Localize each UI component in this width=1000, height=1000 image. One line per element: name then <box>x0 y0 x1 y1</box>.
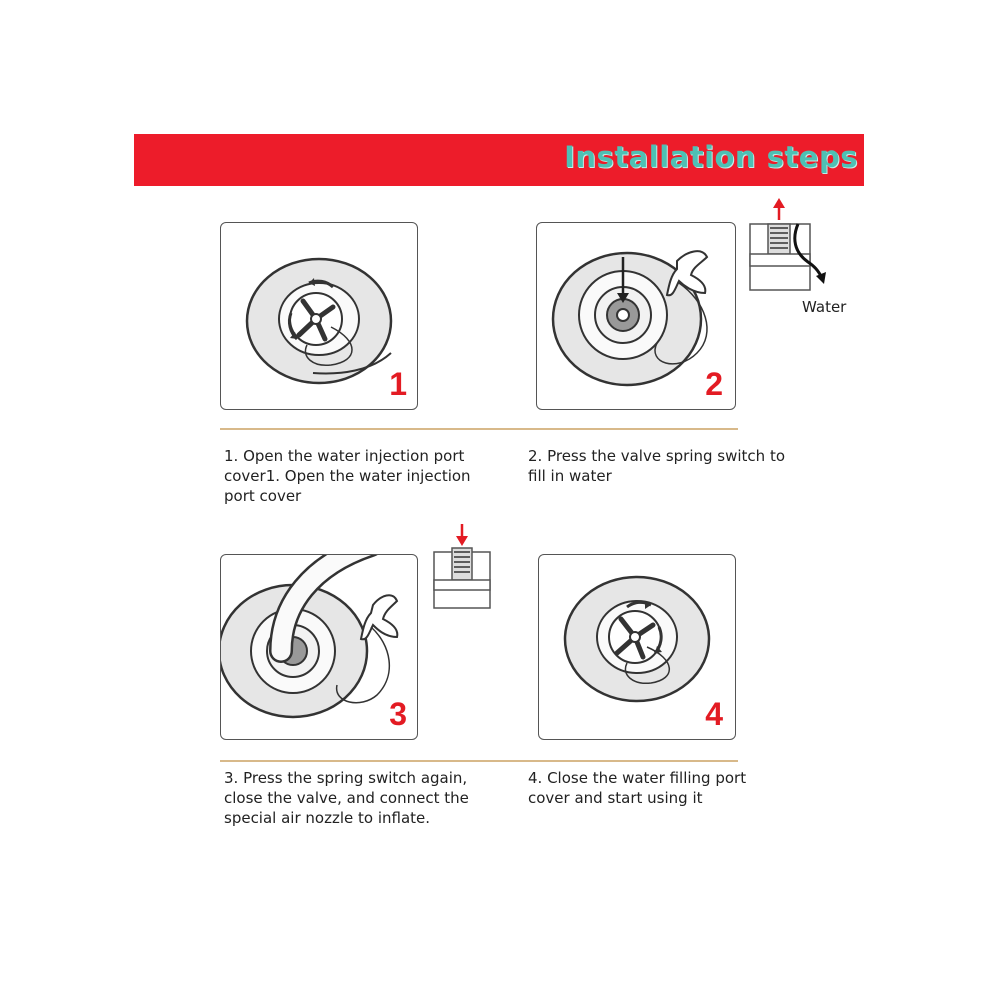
step-3-caption: 3. Press the spring switch again, close the valve, and connect the special air nozzle to inflate. <box>224 769 469 827</box>
step-4-panel <box>538 554 736 740</box>
separator-line <box>220 760 738 762</box>
water-label: Water <box>802 298 847 316</box>
air-nozzle-connect-illustration <box>221 555 417 739</box>
step-number: 4 <box>705 696 723 732</box>
step-1-panel <box>220 222 418 410</box>
step-number: 2 <box>705 366 723 402</box>
step-2-panel <box>536 222 736 410</box>
step-4-caption: 4. Close the water filling port cover and start using it <box>528 769 747 807</box>
header-banner <box>134 134 864 186</box>
valve-close-inset <box>432 522 492 612</box>
step-number: 3 <box>389 696 407 732</box>
step-1-caption: 1. Open the water injection port cover1. Open the water injection port cover <box>224 447 471 505</box>
valve-open-water-inset <box>748 198 830 298</box>
step-2-caption: 2. Press the valve spring switch to fill in water <box>528 447 785 485</box>
step-number: 1 <box>389 366 407 402</box>
separator-line <box>220 428 738 430</box>
valve-open-cap-illustration <box>221 223 417 409</box>
step-3-panel <box>220 554 418 740</box>
page-title: Installation steps <box>564 140 858 174</box>
